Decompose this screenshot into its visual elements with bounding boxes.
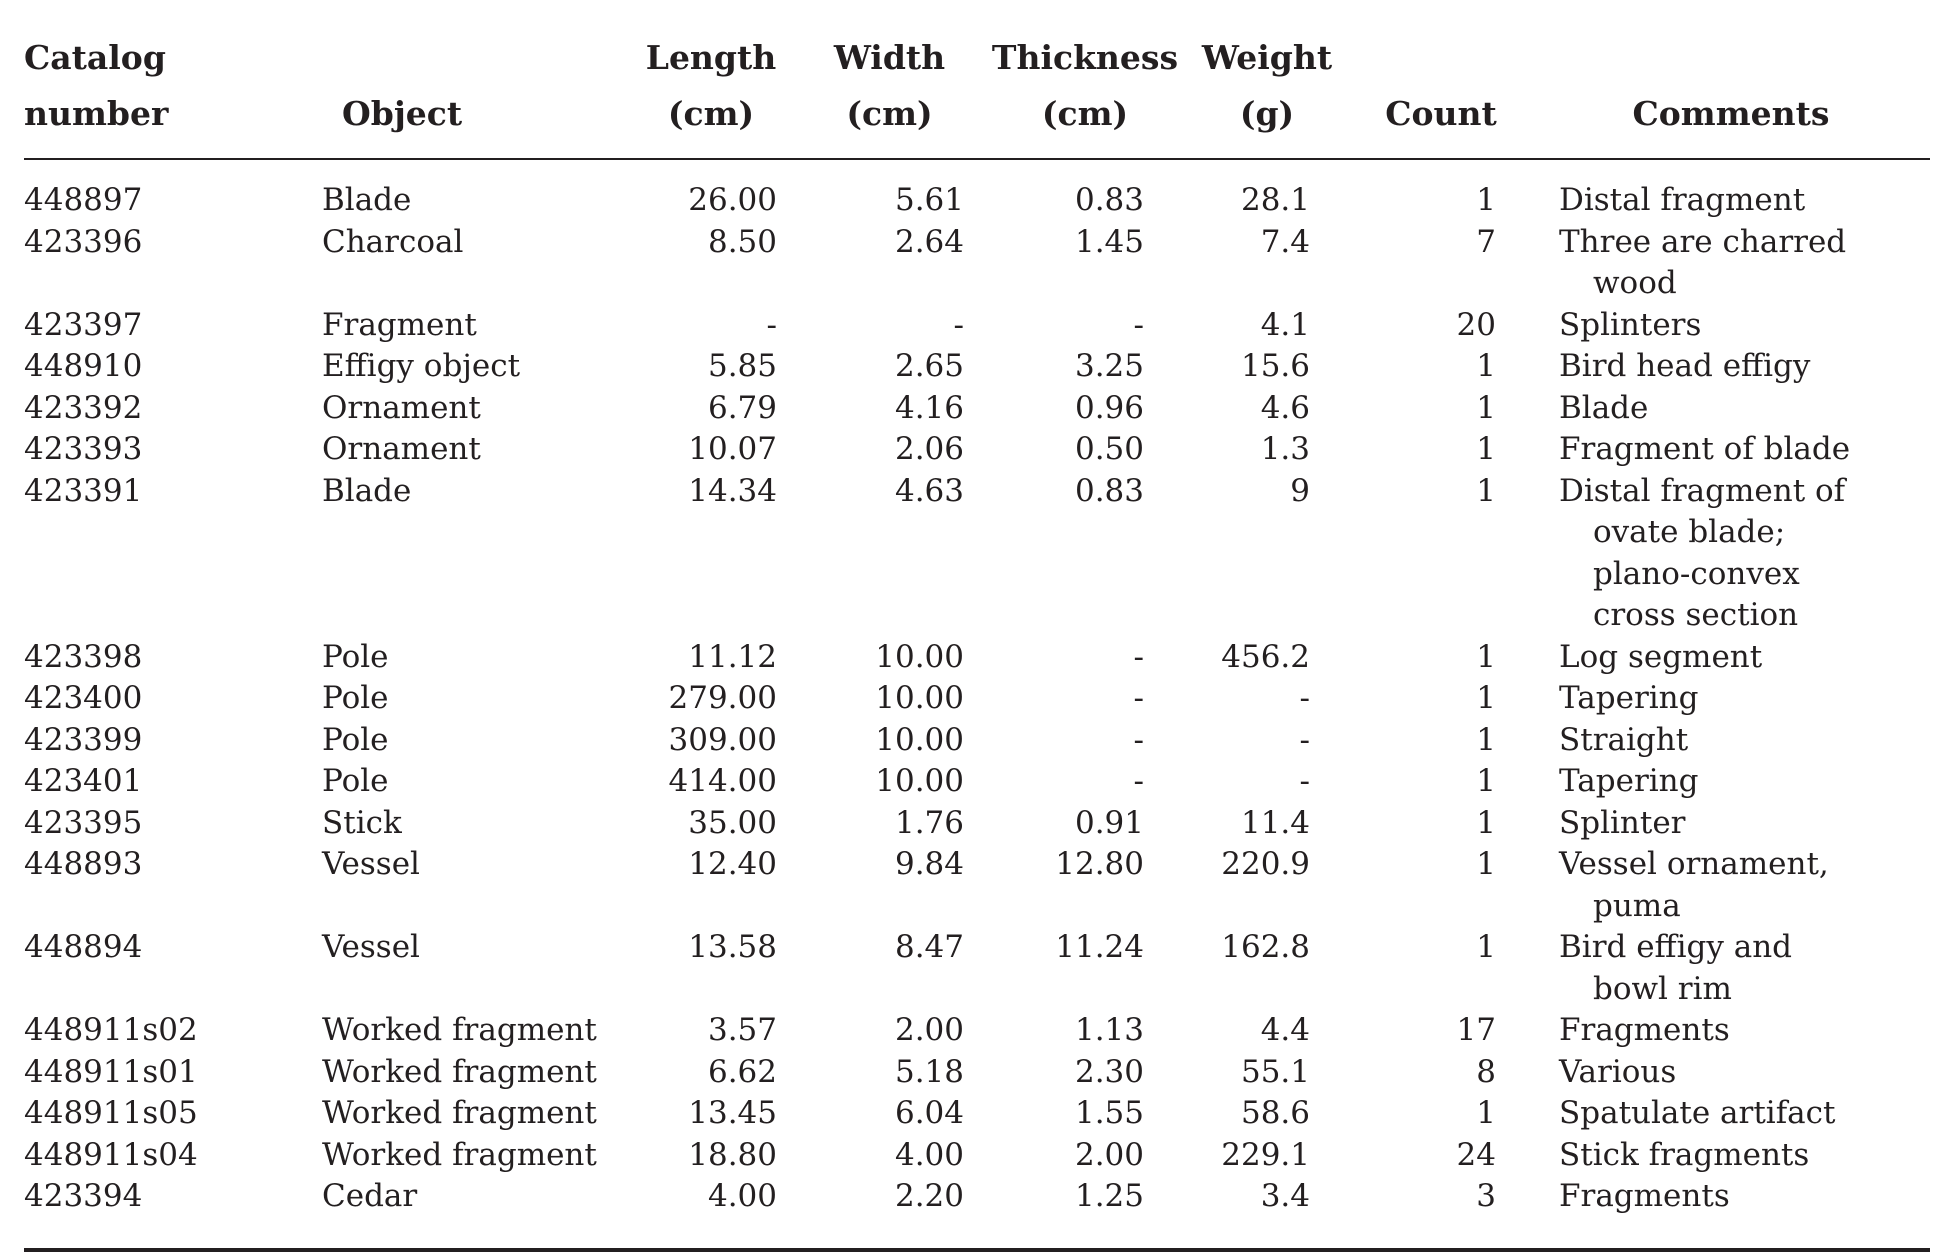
catalog-number-cell: 448911s01 — [24, 1053, 198, 1090]
comment-line: Vessel ornament, — [1559, 846, 1829, 882]
count-cell: 1 — [1476, 348, 1496, 384]
object-cell: Pole — [322, 763, 389, 799]
object-cell: Pole — [322, 638, 389, 675]
width-cell: 1.76 — [894, 804, 964, 841]
table-row — [24, 222, 1930, 305]
table-row — [24, 1052, 1930, 1094]
comment-line: Blade — [1559, 389, 1649, 426]
table-row — [24, 720, 1930, 762]
object-cell: Fragment — [322, 306, 477, 343]
width-cell: 2.64 — [894, 223, 964, 260]
width-cell: 2.06 — [894, 431, 964, 467]
object-cell: Worked fragment — [322, 1136, 597, 1173]
weight-cell: 229.1 — [1221, 1136, 1310, 1173]
count-cell: 20 — [1456, 306, 1496, 343]
weight-cell: - — [1299, 763, 1310, 799]
object-cell: Pole — [322, 721, 389, 758]
width-cell: 6.04 — [894, 1095, 964, 1131]
thickness-cell: 0.96 — [1074, 389, 1144, 426]
length-cell: 14.34 — [688, 472, 777, 509]
table-row — [24, 1135, 1930, 1177]
header-length — [629, 30, 793, 159]
weight-cell: 4.1 — [1260, 306, 1310, 343]
comment-line: Tapering — [1559, 680, 1699, 716]
comments-cell — [1532, 844, 1930, 927]
width-cell: 2.20 — [894, 1178, 964, 1214]
comments-cell — [1532, 1052, 1930, 1094]
comments-cell — [1532, 222, 1930, 305]
count-cell: 7 — [1476, 223, 1496, 260]
thickness-cell: 3.25 — [1074, 348, 1144, 384]
thickness-cell: 0.91 — [1074, 804, 1144, 841]
comment-line: Splinter — [1559, 804, 1686, 841]
thickness-cell: - — [1133, 306, 1144, 343]
catalog-number-cell: 448911s04 — [24, 1136, 198, 1173]
comment-line: Splinters — [1559, 306, 1702, 343]
length-cell: 26.00 — [688, 182, 777, 218]
length-cell: 11.12 — [688, 638, 777, 675]
weight-cell: 1.3 — [1260, 431, 1310, 467]
thickness-cell: 1.13 — [1074, 1012, 1144, 1048]
length-cell: 279.00 — [668, 680, 777, 716]
comment-line: Fragments — [1559, 1178, 1730, 1214]
width-cell: 10.00 — [875, 763, 964, 799]
comments-cell — [1532, 803, 1930, 845]
thickness-cell: 2.00 — [1074, 1136, 1144, 1173]
object-cell: Blade — [322, 182, 412, 218]
thickness-cell: - — [1133, 763, 1144, 799]
count-cell: 1 — [1476, 846, 1496, 882]
object-cell: Ornament — [322, 389, 481, 426]
catalog-number-cell: 423392 — [24, 389, 143, 426]
table-row — [24, 1093, 1930, 1135]
comments-cell — [1532, 346, 1930, 388]
count-cell: 24 — [1456, 1136, 1496, 1173]
header-catalog-number — [24, 30, 322, 159]
weight-cell: 58.6 — [1240, 1095, 1310, 1131]
weight-cell: 9 — [1290, 472, 1310, 509]
table-row — [24, 388, 1930, 430]
catalog-number-cell: 423401 — [24, 763, 143, 799]
width-cell: 10.00 — [875, 680, 964, 716]
header-weight — [1184, 30, 1350, 159]
weight-cell: 55.1 — [1240, 1053, 1310, 1090]
catalog-number-cell: 423395 — [24, 804, 143, 841]
width-cell: 4.63 — [894, 472, 964, 509]
object-cell: Blade — [322, 472, 412, 509]
table-row — [24, 429, 1930, 471]
catalog-number-cell: 423399 — [24, 721, 143, 758]
count-cell: 1 — [1476, 638, 1496, 675]
weight-cell: 220.9 — [1221, 846, 1310, 882]
width-cell: 5.18 — [894, 1053, 964, 1090]
length-cell: 10.07 — [688, 431, 777, 467]
comments-cell — [1532, 761, 1930, 803]
comments-cell — [1532, 720, 1930, 762]
count-cell: 3 — [1476, 1178, 1496, 1214]
comment-line: Fragment of blade — [1559, 431, 1851, 467]
width-cell: 10.00 — [875, 721, 964, 758]
length-cell: 6.79 — [707, 389, 777, 426]
length-cell: 13.45 — [688, 1095, 777, 1131]
table-row — [24, 471, 1930, 637]
header-thickness — [986, 30, 1184, 159]
catalog-number-cell: 448897 — [24, 182, 143, 218]
weight-cell: 3.4 — [1260, 1178, 1310, 1214]
thickness-cell: 1.25 — [1074, 1178, 1144, 1214]
width-cell: - — [953, 306, 964, 343]
comments-cell — [1532, 637, 1930, 679]
thickness-cell: - — [1133, 680, 1144, 716]
header-comments: Comments — [1532, 30, 1930, 159]
length-cell: 4.00 — [707, 1178, 777, 1214]
comments-cell — [1532, 1176, 1930, 1238]
width-cell: 8.47 — [894, 929, 964, 965]
width-cell: 4.00 — [894, 1136, 964, 1173]
header-object: Object — [322, 30, 629, 159]
object-cell: Worked fragment — [322, 1053, 597, 1090]
thickness-cell: 1.45 — [1074, 223, 1144, 260]
comment-line: Distal fragment of — [1559, 472, 1846, 509]
weight-cell: 162.8 — [1221, 929, 1310, 965]
count-cell: 1 — [1476, 182, 1496, 218]
width-cell: 5.61 — [894, 182, 964, 218]
comment-line: wood — [1593, 265, 1677, 301]
comment-line: Distal fragment — [1559, 182, 1806, 218]
comment-line: Fragments — [1559, 1012, 1730, 1048]
catalog-number-cell: 448911s05 — [24, 1095, 198, 1131]
table-body — [24, 159, 1930, 1238]
comment-line: plano-convex — [1593, 555, 1800, 592]
comment-line: Three are charred — [1559, 223, 1847, 260]
width-cell: 10.00 — [875, 638, 964, 675]
object-cell: Worked fragment — [322, 1095, 597, 1131]
object-cell: Vessel — [322, 929, 420, 965]
object-cell: Cedar — [322, 1178, 418, 1214]
header-width — [793, 30, 986, 159]
length-cell: 3.57 — [707, 1012, 777, 1048]
header-length-line-2: (cm) — [667, 94, 755, 133]
weight-cell: 28.1 — [1240, 182, 1310, 218]
thickness-cell: 1.55 — [1074, 1095, 1144, 1131]
header-weight-line-1: Weight — [1201, 38, 1333, 77]
header-thickness-line-2: (cm) — [1041, 94, 1129, 133]
catalog-number-cell: 423397 — [24, 306, 143, 343]
comments-cell — [1532, 1135, 1930, 1177]
comments-cell — [1532, 678, 1930, 720]
table-row — [24, 159, 1930, 222]
catalog-number-cell: 448894 — [24, 929, 143, 965]
length-cell: 8.50 — [707, 223, 777, 260]
artifact-catalog-table — [24, 30, 1930, 1238]
count-cell: 1 — [1476, 472, 1496, 509]
table-row — [24, 678, 1930, 720]
catalog-number-cell: 448910 — [24, 348, 143, 384]
comment-line: Various — [1559, 1053, 1677, 1090]
count-cell: 1 — [1476, 929, 1496, 965]
catalog-number-cell: 448893 — [24, 846, 143, 882]
comment-line: Bird effigy and — [1559, 929, 1792, 965]
comments-cell — [1532, 388, 1930, 430]
count-cell: 1 — [1476, 1095, 1496, 1131]
length-cell: 5.85 — [707, 348, 777, 384]
catalog-number-cell: 423393 — [24, 431, 143, 467]
thickness-cell: 2.30 — [1074, 1053, 1144, 1090]
comment-line: Stick fragments — [1559, 1136, 1810, 1173]
header-weight-line-2: (g) — [1239, 94, 1295, 133]
object-cell: Pole — [322, 680, 389, 716]
weight-cell: 4.4 — [1260, 1012, 1310, 1048]
length-cell: 309.00 — [668, 721, 777, 758]
object-cell: Ornament — [322, 431, 481, 467]
table-row — [24, 1176, 1930, 1238]
comments-cell — [1532, 927, 1930, 1010]
thickness-cell: 0.83 — [1074, 182, 1144, 218]
comments-cell — [1532, 1093, 1930, 1135]
comment-line: Bird head effigy — [1559, 348, 1811, 384]
count-cell: 1 — [1476, 389, 1496, 426]
comment-line: puma — [1593, 887, 1681, 924]
catalog-number-cell: 423396 — [24, 223, 143, 260]
comment-line: cross section — [1593, 597, 1799, 633]
header-length-line-1: Length — [645, 38, 777, 77]
comments-cell — [1532, 305, 1930, 347]
length-cell: 12.40 — [688, 846, 777, 882]
catalog-number-cell: 423394 — [24, 1178, 143, 1214]
count-cell: 1 — [1476, 763, 1496, 799]
header-row — [24, 30, 1930, 159]
weight-cell: 456.2 — [1221, 638, 1310, 675]
table-row — [24, 927, 1930, 1010]
length-cell: 13.58 — [688, 929, 777, 965]
length-cell: 6.62 — [707, 1053, 777, 1090]
comments-cell — [1532, 1010, 1930, 1052]
weight-cell: 15.6 — [1240, 348, 1310, 384]
width-cell: 2.65 — [894, 348, 964, 384]
length-cell: - — [766, 306, 777, 343]
thickness-cell: 11.24 — [1055, 929, 1144, 965]
width-cell: 2.00 — [894, 1012, 964, 1048]
count-cell: 1 — [1476, 721, 1496, 758]
weight-cell: - — [1299, 721, 1310, 758]
table-row — [24, 844, 1930, 927]
length-cell: 18.80 — [688, 1136, 777, 1173]
count-cell: 17 — [1456, 1012, 1496, 1048]
table-row — [24, 1010, 1930, 1052]
comment-line: ovate blade; — [1593, 514, 1786, 550]
comments-cell — [1532, 429, 1930, 471]
object-cell: Stick — [322, 804, 402, 841]
width-cell: 4.16 — [894, 389, 964, 426]
weight-cell: 4.6 — [1260, 389, 1310, 426]
object-cell: Effigy object — [322, 348, 521, 384]
catalog-number-cell: 423400 — [24, 680, 143, 716]
thickness-cell: 0.83 — [1074, 472, 1144, 509]
table-bottom-rule — [24, 1248, 1930, 1252]
catalog-number-cell: 423398 — [24, 638, 143, 675]
thickness-cell: - — [1133, 721, 1144, 758]
count-cell: 1 — [1476, 804, 1496, 841]
object-cell: Vessel — [322, 846, 420, 882]
thickness-cell: - — [1133, 638, 1144, 675]
catalog-number-cell: 448911s02 — [24, 1012, 198, 1048]
weight-cell: 11.4 — [1240, 804, 1310, 841]
comments-cell — [1532, 159, 1930, 222]
table-header — [24, 30, 1930, 159]
weight-cell: 7.4 — [1260, 223, 1310, 260]
comment-line: bowl rim — [1593, 970, 1732, 1007]
object-cell: Worked fragment — [322, 1012, 597, 1048]
count-cell: 1 — [1476, 680, 1496, 716]
table-row — [24, 637, 1930, 679]
header-catalog-line-1: Catalog — [24, 38, 166, 77]
header-catalog-line-2: number — [24, 94, 169, 133]
comment-line: Straight — [1559, 721, 1689, 758]
length-cell: 414.00 — [668, 763, 777, 799]
catalog-number-cell: 423391 — [24, 472, 143, 509]
comment-line: Tapering — [1559, 763, 1699, 799]
comment-line: Spatulate artifact — [1559, 1095, 1836, 1131]
thickness-cell: 12.80 — [1055, 846, 1144, 882]
header-width-line-1: Width — [833, 38, 946, 77]
header-count: Count — [1350, 30, 1532, 159]
table-row — [24, 803, 1930, 845]
count-cell: 1 — [1476, 431, 1496, 467]
comments-cell — [1532, 471, 1930, 637]
header-width-line-2: (cm) — [846, 94, 933, 133]
comment-line: Log segment — [1559, 638, 1763, 675]
object-cell: Charcoal — [322, 223, 464, 260]
width-cell: 9.84 — [894, 846, 964, 882]
weight-cell: - — [1299, 680, 1310, 716]
table-row — [24, 305, 1930, 347]
header-thickness-line-1: Thickness — [991, 38, 1179, 77]
count-cell: 8 — [1476, 1053, 1496, 1090]
table-row — [24, 761, 1930, 803]
thickness-cell: 0.50 — [1074, 431, 1144, 467]
length-cell: 35.00 — [688, 804, 777, 841]
table-row — [24, 346, 1930, 388]
